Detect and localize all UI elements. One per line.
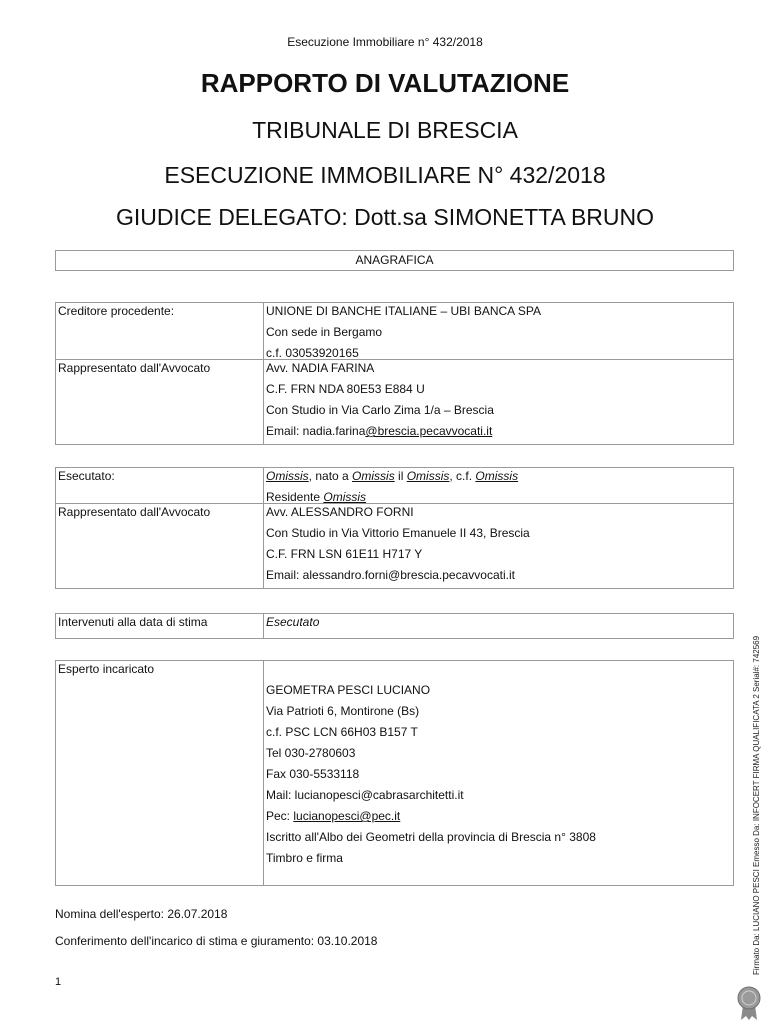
creditor-lawyer-name: Avv. NADIA FARINA	[266, 361, 375, 375]
email-link[interactable]: @brescia.pecavvocati.it	[365, 424, 493, 438]
expert-value-cell	[264, 661, 734, 886]
debtor-label-cell	[56, 468, 264, 504]
debtor-lawyer-name: Avv. ALESSANDRO FORNI	[266, 505, 414, 519]
creditor-label: Creditore procedente:	[58, 304, 175, 318]
expert-cf: c.f. PSC LCN 66H03 B157 T	[266, 725, 418, 739]
creditor-table	[55, 302, 734, 445]
section-label-anagrafica: ANAGRAFICA	[55, 250, 734, 271]
omissis-birthplace: Omissis	[352, 469, 395, 483]
creditor-lawyer-studio: Con Studio in Via Carlo Zima 1/a – Brescia	[266, 403, 494, 417]
creditor-label-cell	[56, 303, 264, 360]
omissis-cf: Omissis	[475, 469, 519, 483]
digital-signature-text: Firmato Da: LUCIANO PESCI Emesso Da: INFOCERT FIRMA QUALIFICATA 2 Serial#: 742569	[752, 635, 761, 975]
omissis-birthdate: Omissis	[406, 469, 450, 483]
intervenuti-value: Esecutato	[266, 615, 320, 629]
table-row	[56, 614, 734, 639]
expert-tel: Tel 030-2780603	[266, 746, 356, 760]
table-row	[56, 360, 734, 445]
creditor-cf: c.f. 03053920165	[266, 346, 359, 360]
table-row	[56, 468, 734, 504]
expert-fax: Fax 030-5533118	[266, 767, 360, 781]
debtor-residence	[266, 489, 731, 503]
email-prefix: Email: nadia.farina	[266, 424, 366, 438]
header-case-line: Esecuzione Immobiliare n° 432/2018	[287, 35, 483, 49]
conferimento-date: Conferimento dell'incarico di stima e giuramento: 03.10.2018	[55, 934, 378, 948]
expert-name: GEOMETRA PESCI LUCIANO	[266, 683, 431, 697]
table-row	[56, 661, 734, 886]
case-number: ESECUZIONE IMMOBILIARE N° 432/2018	[164, 162, 606, 188]
intervenuti-table	[55, 613, 734, 639]
debtor-label: Esecutato:	[58, 469, 115, 483]
debtor-lawyer-email: Email: alessandro.forni@brescia.pecavvocati.it	[266, 568, 515, 582]
debtor-lawyer-studio: Con Studio in Via Vittorio Emanuele II 43, Brescia	[266, 526, 530, 540]
expert-address: Via Patrioti 6, Montirone (Bs)	[266, 704, 420, 718]
expert-spacer	[266, 661, 731, 682]
pec-link[interactable]: lucianopesci@pec.it	[293, 809, 401, 823]
expert-table	[55, 660, 734, 886]
intervenuti-value-cell	[264, 614, 734, 639]
debtor-lawyer-label-cell	[56, 504, 264, 589]
creditor-lawyer-label: Rappresentato dall'Avvocato	[58, 361, 211, 375]
cf-text: , c.f.	[449, 469, 476, 483]
document-title: RAPPORTO DI VALUTAZIONE	[200, 68, 570, 98]
expert-stamp: Timbro e firma	[266, 851, 343, 865]
creditor-seat: Con sede in Bergamo	[266, 325, 383, 339]
debtor-lawyer-label: Rappresentato dall'Avvocato	[58, 505, 211, 519]
nomina-date: Nomina dell'esperto: 26.07.2018	[55, 907, 228, 921]
resident-text: Residente	[266, 490, 324, 504]
page-number: 1	[55, 976, 62, 988]
omissis-name: Omissis	[266, 469, 309, 483]
creditor-lawyer-cf: C.F. FRN NDA 80E53 E884 U	[266, 382, 425, 396]
debtor-lawyer-cf: C.F. FRN LSN 61E11 H717 Y	[266, 547, 423, 561]
born-text: , nato a	[308, 469, 353, 483]
table-row	[56, 504, 734, 589]
debtor-details	[266, 468, 731, 489]
table-row	[56, 303, 734, 360]
creditor-lawyer-label-cell	[56, 360, 264, 445]
il-text: il	[394, 469, 407, 483]
creditor-name: UNIONE DI BANCHE ITALIANE – UBI BANCA SPA	[266, 304, 541, 318]
expert-label-cell	[56, 661, 264, 886]
expert-label: Esperto incaricato	[58, 662, 155, 676]
debtor-table	[55, 467, 734, 589]
creditor-lawyer-cell	[264, 360, 734, 445]
seal-icon	[735, 985, 763, 1021]
expert-albo: Iscritto all'Albo dei Geometri della provincia di Brescia n° 3808	[266, 830, 596, 844]
intervenuti-label: Intervenuti alla data di stima	[58, 615, 208, 629]
creditor-lawyer-email	[266, 423, 731, 444]
debtor-value-cell	[264, 468, 734, 504]
debtor-lawyer-cell	[264, 504, 734, 589]
omissis-residence: Omissis	[323, 490, 367, 504]
creditor-value-cell	[264, 303, 734, 360]
intervenuti-label-cell	[56, 614, 264, 639]
delegated-judge: GIUDICE DELEGATO: Dott.sa SIMONETTA BRUNO	[115, 204, 655, 230]
expert-pec	[266, 808, 731, 829]
pec-label: Pec:	[266, 809, 294, 823]
court-name: TRIBUNALE DI BRESCIA	[252, 117, 518, 143]
expert-mail: Mail: lucianopesci@cabrasarchitetti.it	[266, 788, 464, 802]
